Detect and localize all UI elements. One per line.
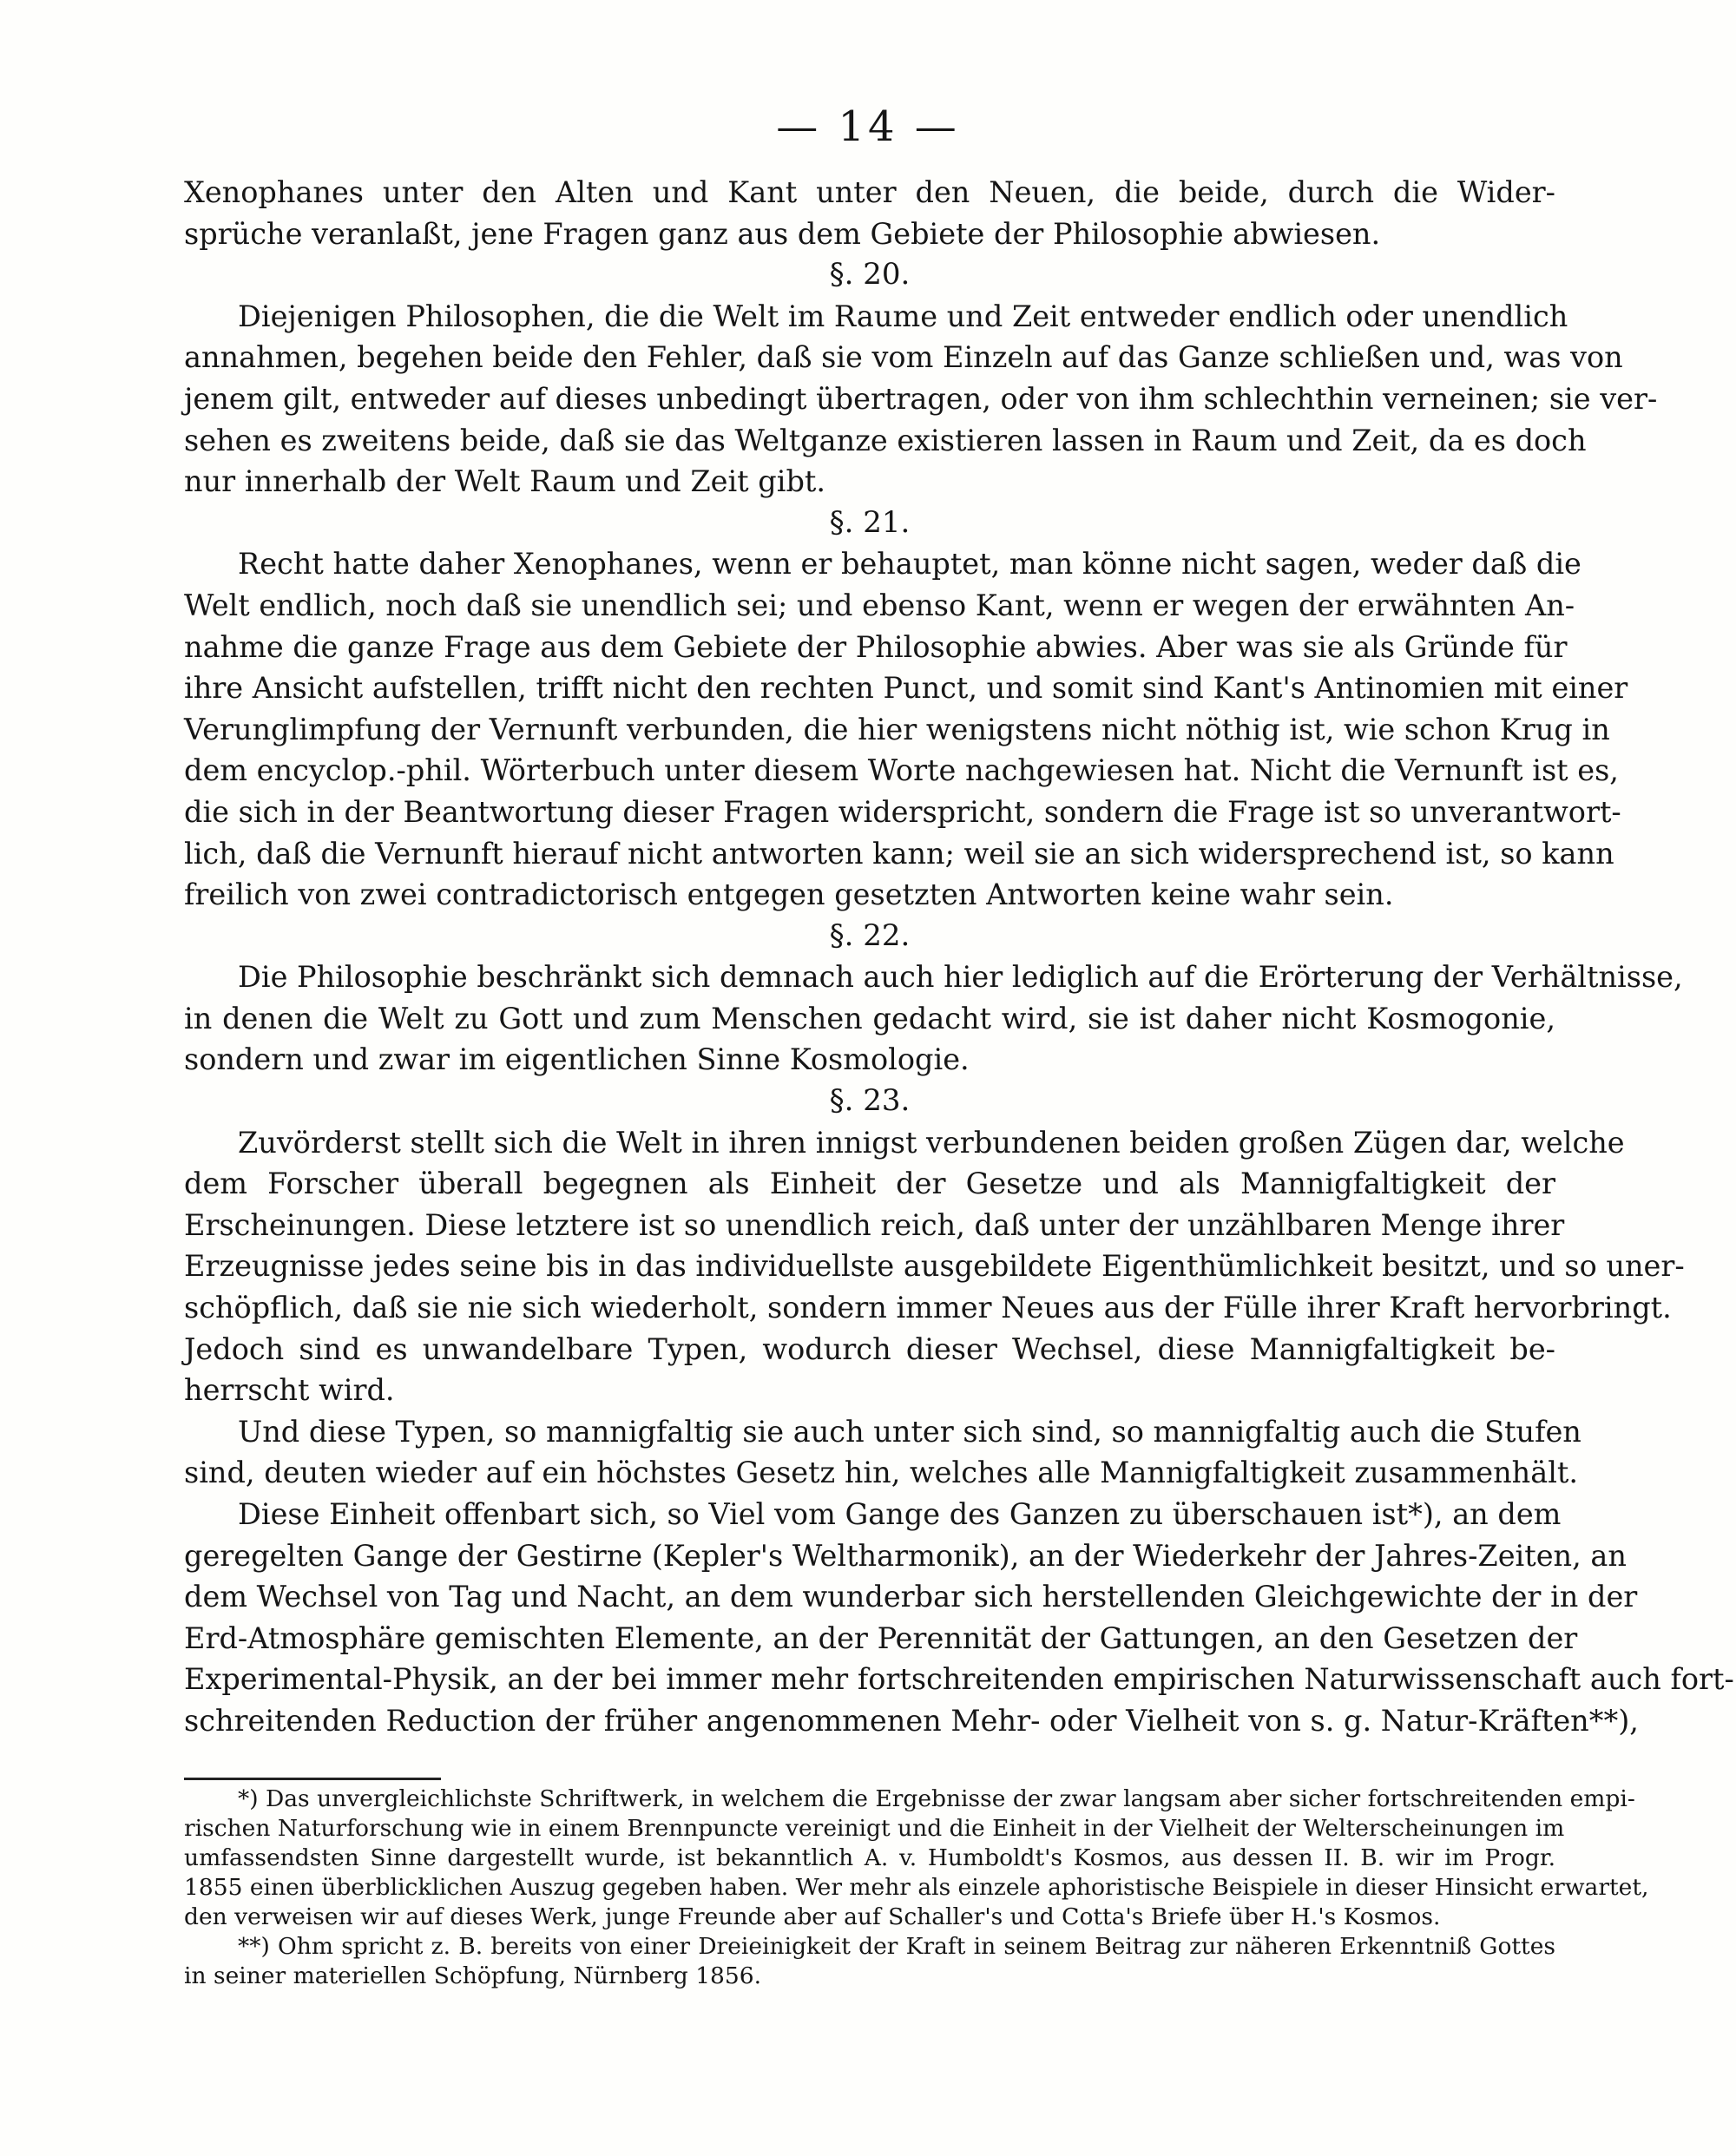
footnotes: [184, 1785, 1649, 1991]
footnote-line: rischen Naturforschung wie in einem Brennpuncte vereinigt und die Einheit in der Vielheit der Welterscheinungen im: [184, 1815, 1565, 1842]
text-line: schreitenden Reduction der früher angenommenen Mehr- oder Vielheit von s. g. Natur-Kräften**),: [184, 1703, 1639, 1738]
text-line: geregelten Gange der Gestirne (Kepler's Weltharmonik), an der Wiederkehr der Jahres-Zeiten, an: [184, 1538, 1627, 1573]
footnote-line: 1855 einen überblicklichen Auszug gegeben haben. Wer mehr als einzele aphoristische Beispiele in dieser Hinsicht erwartet,: [184, 1874, 1649, 1901]
text-line: ihre Ansicht aufstellen, trifft nicht den rechten Punct, und somit sind Kant's Antinomien mit einer: [184, 671, 1628, 706]
text-line: Und diese Typen, so mannigfaltig sie auch unter sich sind, so mannigfaltig auch die Stufen: [238, 1414, 1581, 1449]
text-line: Experimental-Physik, an der bei immer mehr fortschreitenden empirischen Naturwissenschaft auch fort-: [184, 1662, 1734, 1697]
footnote-line: den verweisen wir auf dieses Werk, junge Freunde aber auf Schaller's und Cotta's Briefe über H.'s Kosmos.: [184, 1903, 1441, 1930]
text-line: nahme die ganze Frage aus dem Gebiete der Philosophie abwies. Aber was sie als Gründe für: [184, 629, 1568, 664]
text-line: herrscht wird.: [184, 1373, 395, 1408]
text-line: dem Forscher überall begegnen als Einheit der Gesetze und als Mannigfaltigkeit der: [184, 1167, 1555, 1201]
text-line: jenem gilt, entweder auf dieses unbedingt übertragen, oder von ihm schlechthin verneinen; sie ver-: [184, 381, 1658, 416]
text-line: Erd-Atmosphäre gemischten Elemente, an der Perennität der Gattungen, an den Gesetzen der: [184, 1620, 1578, 1655]
section-heading-21: §. 21.: [829, 504, 911, 540]
text-line: Welt endlich, noch daß sie unendlich sei; und ebenso Kant, wenn er wegen der erwähnten An-: [184, 588, 1575, 622]
text-line: Verunglimpfung der Vernunft verbunden, die hier wenigstens nicht nöthig ist, wie schon Krug in: [184, 712, 1610, 746]
body-text: [184, 172, 1734, 1742]
text-line: sprüche veranlaßt, jene Fragen ganz aus dem Gebiete der Philosophie abwiesen.: [184, 216, 1381, 251]
text-line: in denen die Welt zu Gott und zum Menschen gedacht wird, sie ist daher nicht Kosmogonie,: [184, 1001, 1555, 1035]
footnote-line: **) Ohm spricht z. B. bereits von einer Dreieinigkeit der Kraft in seinem Beitrag zur näheren Erkenntniß Gottes: [238, 1933, 1555, 1960]
page-number: — 14 —: [776, 102, 960, 151]
text-line: annahmen, begehen beide den Fehler, daß sie vom Einzeln auf das Ganze schließen und, was von: [184, 340, 1623, 375]
text-line: sehen es zweitens beide, daß sie das Weltganze existieren lassen in Raum und Zeit, da es doch: [184, 423, 1587, 457]
text-line: schöpflich, daß sie nie sich wiederholt, sondern immer Neues aus der Fülle ihrer Kraft hervorbringt.: [184, 1291, 1672, 1325]
text-line: Diese Einheit offenbart sich, so Viel vom Gange des Ganzen zu überschauen ist*), an dem: [238, 1497, 1562, 1531]
footnote-line: in seiner materiellen Schöpfung, Nürnberg 1856.: [184, 1962, 762, 1989]
text-line: Die Philosophie beschränkt sich demnach auch hier lediglich auf die Erörterung der Verhältnisse,: [238, 960, 1683, 995]
section-heading-22: §. 22.: [829, 917, 911, 953]
text-line: Jedoch sind es unwandelbare Typen, wodurch dieser Wechsel, diese Mannigfaltigkeit be-: [184, 1331, 1555, 1366]
text-line: dem encyclop.-phil. Wörterbuch unter diesem Worte nachgewiesen hat. Nicht die Vernunft ist es,: [184, 753, 1619, 788]
text-line: dem Wechsel von Tag und Nacht, an dem wunderbar sich herstellenden Gleichgewichte der in der: [184, 1580, 1638, 1614]
section-heading-23: §. 23.: [829, 1083, 911, 1119]
footnote-line: *) Das unvergleichlichste Schriftwerk, in welchem die Ergebnisse der zwar langsam aber sicher fortschreitenden empi-: [238, 1785, 1635, 1812]
text-line: Recht hatte daher Xenophanes, wenn er behauptet, man könne nicht sagen, weder daß die: [238, 547, 1581, 582]
text-line: nur innerhalb der Welt Raum und Zeit gibt.: [184, 464, 825, 499]
section-heading-20: §. 20.: [829, 257, 911, 293]
text-line: Diejenigen Philosophen, die die Welt im Raume und Zeit entweder endlich oder unendlich: [238, 299, 1568, 333]
text-line: Xenophanes unter den Alten und Kant unter den Neuen, die beide, durch die Wider-: [184, 175, 1555, 209]
text-line: Erscheinungen. Diese letztere ist so unendlich reich, daß unter der unzählbaren Menge ihrer: [184, 1207, 1565, 1242]
text-line: freilich von zwei contradictorisch entgegen gesetzten Antworten keine wahr sein.: [184, 878, 1394, 912]
footnote-divider: [184, 1778, 441, 1780]
text-line: die sich in der Beantwortung dieser Fragen widerspricht, sondern die Frage ist so unverantwort-: [184, 794, 1621, 829]
text-line: lich, daß die Vernunft hierauf nicht antworten kann; weil sie an sich widersprechend ist, so kann: [184, 836, 1614, 871]
text-line: sind, deuten wieder auf ein höchstes Gesetz hin, welches alle Mannigfaltigkeit zusammenhält.: [184, 1456, 1579, 1490]
text-line: sondern und zwar im eigentlichen Sinne Kosmologie.: [184, 1042, 970, 1077]
text-line: Erzeugnisse jedes seine bis in das individuellste ausgebildete Eigenthümlichkeit besitzt, und so uner-: [184, 1249, 1685, 1284]
text-line: Zuvörderst stellt sich die Welt in ihren innigst verbundenen beiden großen Zügen dar, welche: [238, 1125, 1625, 1160]
footnote-line: umfassendsten Sinne dargestellt wurde, ist bekanntlich A. v. Humboldt's Kosmos, aus dessen II. B. wir im Progr.: [184, 1844, 1555, 1871]
